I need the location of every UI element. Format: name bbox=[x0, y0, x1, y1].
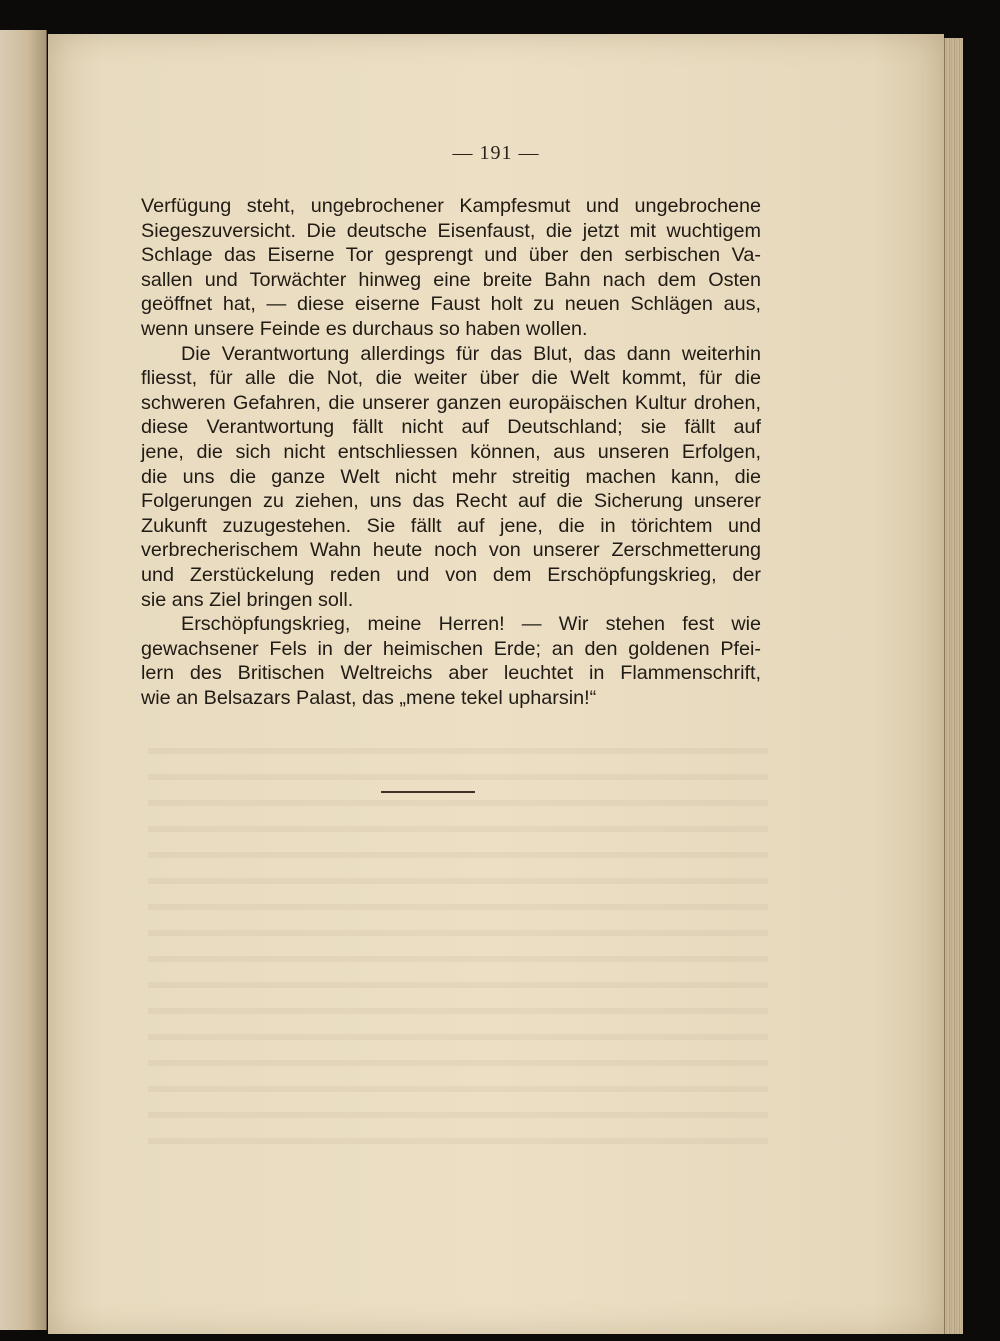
body-text bbox=[141, 194, 761, 710]
text-line: jene, die sich nicht entschliessen können, aus unseren Erfolgen, bbox=[141, 440, 761, 463]
facing-page-edge bbox=[0, 30, 47, 1330]
text-line: Folgerungen zu ziehen, uns das Recht auf die Sicherung unserer bbox=[141, 490, 761, 513]
paragraph bbox=[141, 194, 761, 342]
text-line: Erschöpfungskrieg, meine Herren! — Wir stehen fest wie bbox=[181, 613, 761, 636]
text-line: schweren Gefahren, die unserer ganzen europäischen Kultur drohen, bbox=[141, 391, 761, 414]
text-line: die uns die ganze Welt nicht mehr streitig machen kann, die bbox=[141, 465, 761, 488]
text-line: lern des Britischen Weltreichs aber leuchtet in Flammenschrift, bbox=[141, 662, 761, 685]
text-line: geöffnet hat, — diese eiserne Faust holt zu neuen Schlägen aus, bbox=[141, 293, 761, 316]
text-line: Die Verantwortung allerdings für das Blut, das dann weiterhin bbox=[181, 342, 761, 365]
text-line: wie an Belsazars Palast, das „mene tekel upharsin!“ bbox=[141, 686, 597, 709]
text-line: diese Verantwortung fällt nicht auf Deutschland; sie fällt auf bbox=[141, 416, 761, 439]
paragraph bbox=[141, 342, 761, 613]
text-line: wenn unsere Feinde es durchaus so haben wollen. bbox=[141, 317, 588, 340]
paragraph bbox=[141, 612, 761, 710]
text-line: sallen und Torwächter hinweg eine breite Bahn nach dem Osten bbox=[141, 268, 761, 291]
text-line: fliesst, für alle die Not, die weiter über die Welt kommt, für die bbox=[141, 367, 761, 390]
page-stack-edge bbox=[944, 38, 963, 1334]
text-line: Siegeszuversicht. Die deutsche Eisenfaust, die jetzt mit wuchtigem bbox=[141, 219, 761, 242]
text-line: und Zerstückelung reden und von dem Erschöpfungskrieg, der bbox=[141, 563, 761, 586]
section-end-rule bbox=[381, 791, 475, 793]
text-line: gewachsener Fels in der heimischen Erde; an den goldenen Pfei- bbox=[141, 637, 761, 660]
book-page bbox=[48, 34, 944, 1334]
text-line: sie ans Ziel bringen soll. bbox=[141, 588, 354, 611]
text-line: Schlage das Eiserne Tor gesprengt und über den serbischen Va- bbox=[141, 244, 761, 267]
text-line: Verfügung steht, ungebrochener Kampfesmut und ungebrochene bbox=[141, 195, 761, 217]
text-line: Zukunft zuzugestehen. Sie fällt auf jene, die in törichtem und bbox=[141, 514, 761, 537]
text-line: verbrecherischem Wahn heute noch von unserer Zerschmetterung bbox=[141, 539, 761, 562]
show-through-text bbox=[148, 734, 768, 1154]
page-number: — 191 — bbox=[452, 142, 540, 164]
